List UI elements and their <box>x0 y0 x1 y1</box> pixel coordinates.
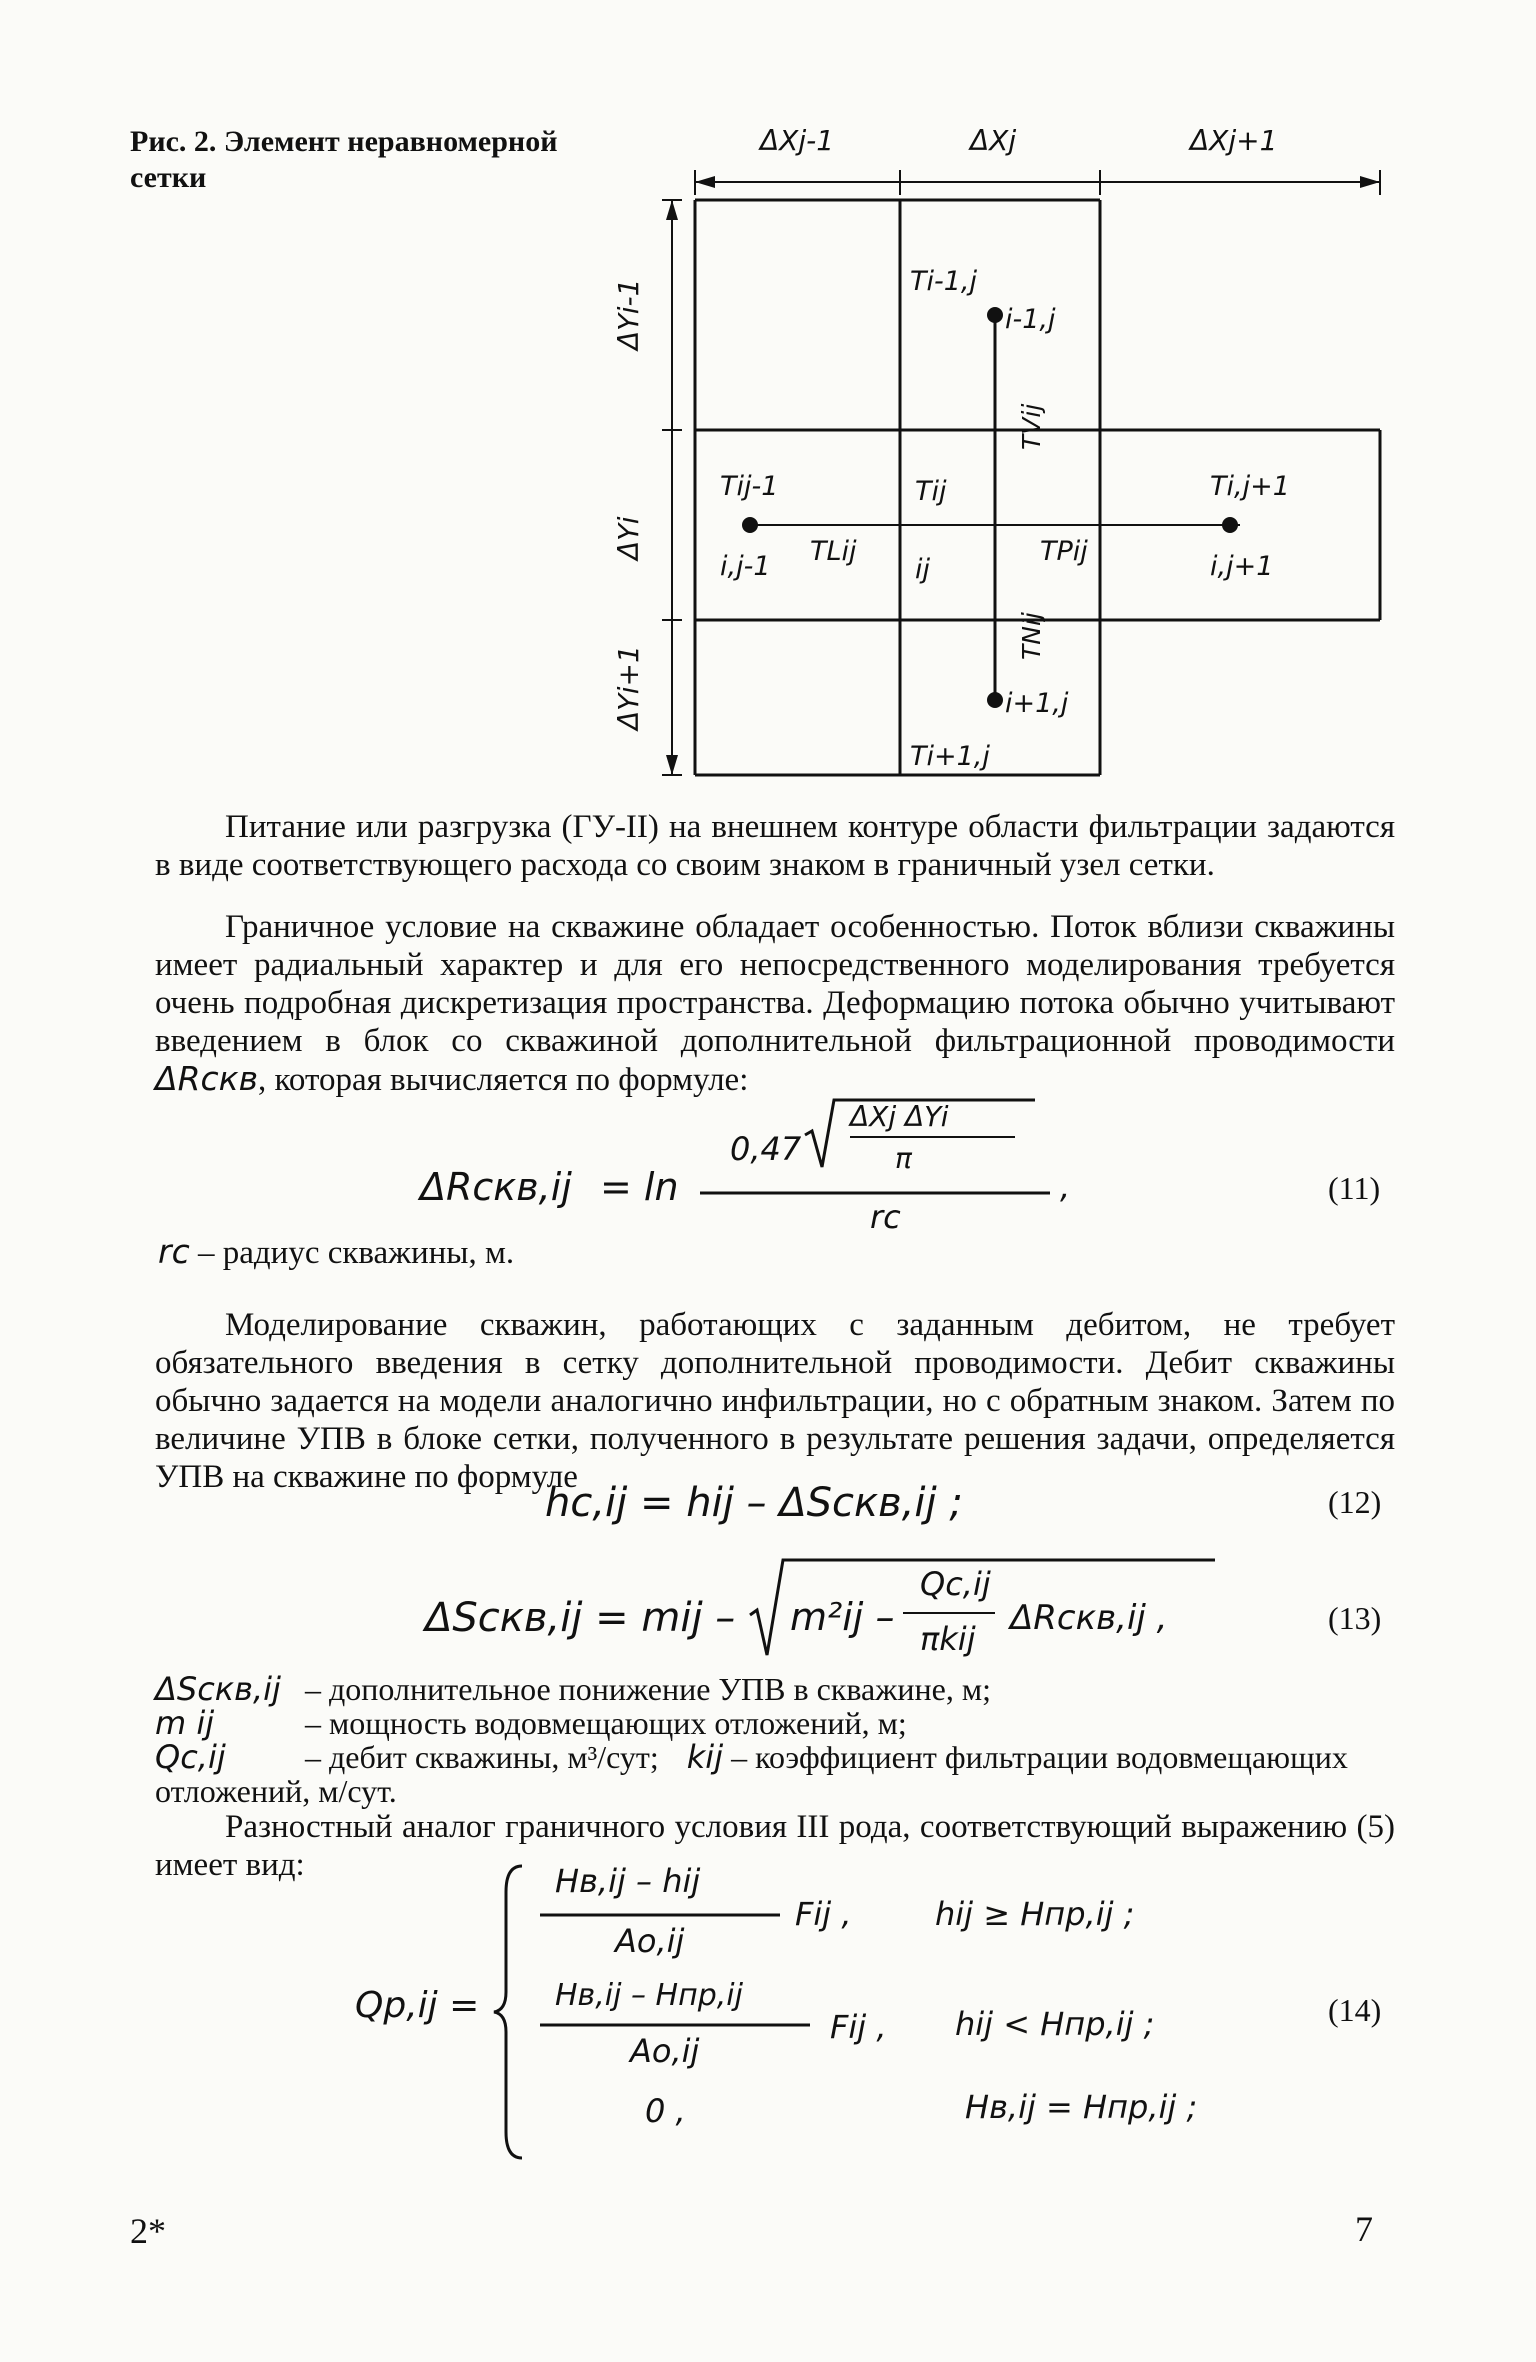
label-dx: ΔXj <box>970 124 1017 157</box>
eq14-r2-num: Hв,ij – Hпр,ij <box>555 1978 743 2013</box>
rc-definition: rc – радиус скважины, м. <box>158 1232 515 1271</box>
label-t-down: Ti+1,j <box>910 741 990 772</box>
label-tl: TLij <box>810 536 857 567</box>
label-dx-prev: ΔXj-1 <box>760 124 835 157</box>
eq13-tail: ΔRскв,ij , <box>1010 1598 1168 1638</box>
eq13-number: (13) <box>1328 1600 1382 1636</box>
footer-signature: 2* <box>130 2211 166 2251</box>
eq14-r3-cond: Hв,ij = Hпр,ij ; <box>965 2088 1198 2126</box>
paragraph-4: Разностный аналог граничного условия III рода, соответствующий выражению (5) имеет вид: <box>155 1809 1395 1883</box>
grid-figure <box>600 120 1390 820</box>
eq14-brace <box>490 1862 530 2162</box>
label-node-right: i,j+1 <box>1210 551 1274 582</box>
eq13-den: πkij <box>920 1620 976 1658</box>
eq11-den: rc <box>870 1198 901 1236</box>
label-t-right: Ti,j+1 <box>1210 471 1290 502</box>
eq11-pi: π <box>895 1142 912 1175</box>
label-dy: ΔYi <box>612 516 645 560</box>
eq12-number: (12) <box>1328 1484 1382 1520</box>
eq14-r1-bar <box>540 1912 780 1918</box>
eq13-num: Qc,ij <box>920 1565 991 1603</box>
label-dx-next: ΔXj+1 <box>1190 124 1278 157</box>
label-tv: TVij <box>1017 403 1046 450</box>
eq14-r2-cond: hij < Hпр,ij ; <box>955 2005 1155 2043</box>
figure-caption: Рис. 2. Элемент неравномерной сетки <box>130 125 558 194</box>
paragraph-3: Моделирование скважин, работающих с заданным дебитом, не требует обязательного введения в сетку дополнительной проводимости. Дебит скважины обычно задается на модели аналогично инфильтрации, но с обратным знаком. Затем по величине УПВ в блоке сетки, полученного в результате решения задачи, определяется УПВ на скважине по формуле <box>155 1307 1395 1495</box>
legend <box>155 1672 1395 1808</box>
label-tn: TNij <box>1017 612 1046 660</box>
inline-delta-r: ΔRскв <box>155 1059 259 1098</box>
eq14-r2-den: Ao,ij <box>630 2032 700 2070</box>
eq14-r1-f: Fij , <box>795 1895 852 1933</box>
label-tp: TPij <box>1040 536 1088 567</box>
eq14-r2-bar <box>540 2022 810 2028</box>
eq14-r2-f: Fij , <box>830 2008 887 2046</box>
label-node-up: i-1,j <box>1005 304 1056 335</box>
label-dy-prev: ΔYi-1 <box>612 278 645 350</box>
eq14-r1-den: Ao,ij <box>615 1922 685 1960</box>
eq14-number: (14) <box>1328 1992 1382 2028</box>
legend-row-1: ΔSскв,ij – дополнительное понижение УПВ в скважине, м; <box>155 1670 991 1708</box>
legend-row-3: Qc,ij – дебит скважины, м³/сут; kij – коэффициент фильтрации водовмещающих отложений, м/сут. <box>155 1738 1348 1809</box>
eq12: hc,ij = hij – ΔSскв,ij ; <box>545 1480 963 1526</box>
label-node-left: i,j-1 <box>720 551 771 582</box>
eq11-coef: 0,47 <box>730 1130 802 1168</box>
eq11-ln: = ln <box>600 1165 679 1209</box>
eq14-r1-cond: hij ≥ Hпр,ij ; <box>935 1895 1135 1933</box>
paragraph-1: Питание или разгрузка (ГУ-II) на внешнем контуре области фильтрации задаются в виде соответствующего расхода со своим знаком в граничный узел сетки. <box>155 809 1395 883</box>
label-t-center: Tij <box>915 476 947 507</box>
paragraph-2: Граничное условие на скважине обладает особенностью. Поток вблизи скважины имеет радиальный характер и для его непосредственного моделирования требуется очень подробная дискретизация пространства. Деформацию потока обычно учитывают введением в блок со скважиной дополнительной фильтрационной проводимости ΔRскв, которая вычисляется по формуле: <box>155 909 1395 1098</box>
eq11-num: ΔXj ΔYi <box>850 1100 949 1133</box>
label-node-center: ij <box>915 554 931 585</box>
eq13-m2: m²ij – <box>790 1595 895 1639</box>
eq11-fraction-bar <box>700 1190 1050 1196</box>
label-dy-next: ΔYi+1 <box>612 645 645 730</box>
eq13-lhs: ΔSскв,ij = mij – <box>425 1595 736 1641</box>
label-node-down: i+1,j <box>1005 688 1069 719</box>
eq14-lhs: Qp,ij = <box>355 1985 480 2026</box>
label-t-up: Ti-1,j <box>910 266 977 297</box>
legend-row-2: m ij – мощность водовмещающих отложений, м; <box>155 1704 907 1742</box>
eq11-number: (11) <box>1328 1170 1381 1206</box>
eq14-r1-num: Hв,ij – hij <box>555 1862 701 1900</box>
eq11-tail: , <box>1060 1168 1071 1206</box>
eq11-lhs: ΔRскв,ij <box>420 1165 572 1209</box>
eq14-r3-val: 0 , <box>645 2092 686 2130</box>
page-number: 7 <box>1355 2209 1373 2249</box>
label-t-left: Tij-1 <box>720 471 779 502</box>
